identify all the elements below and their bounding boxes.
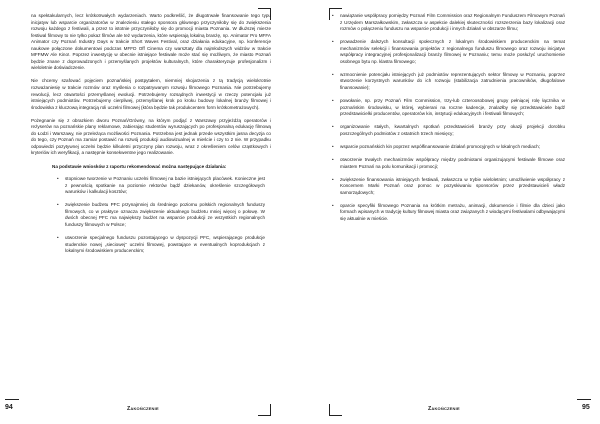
list-item: • organizowanie stałych, kwartalnych spotkań przedstawicieli branży przy okazji projekcji dorobku poszczególnych podmiotów z ostatnich trzech miesięcy; — [327, 124, 565, 137]
list-item: • wsparcie poznańskich kin poprzez współfinansowanie działań promocyjnych w lokalnych mediach; — [327, 144, 565, 151]
paragraph: Nie chcemy szafować pojęciem poznańskiej postpytałem, niemniej skojarzenia z tą tradycją wielokrotnie rozważaniesię w trakcie rozmów oraz myślenia o rozpatrywanym rozwoju filmowego Poznania. Nie potrzebujemy rewolucji, lecz otwartości przemyślanej ewolucji. Potrzebujemy rozsądnych inwestycji w rzeczy potencjału już istniejących podmiotów. Potrzebujemy cierpliwej, przemyślanej krok po kroku budowy lokalnej branży filmowej i środowiska z kluczową integracją roli uczelni filmowej (która będzie tak produkcentem form krótkometrażowych). — [31, 78, 271, 110]
list-item: • oparcie specyfiki filmowego Poznania na krótkim metrażu, animacji, dokumencie i filmie dla dzieci jako formach wpisanych w tradycję kultury filmowej miasta oraz związanych z wiodącymi festiwalami odbywającymi się aktualnie w mieście. — [327, 203, 565, 223]
paragraph: na spektakularnych, lecz krótkotrwałych wydarzeniach. Warto podkreślić, że długotrwałe finansowanie tego typu inicjatyw lub wsparcie organizatorów w znalezieniu stałego sponsora głównego przyczyniłoby się do zwiększenia rozwoju każdego z festiwali, a przez to istotnie przyczyniłoby się do promocji miasta Poznania. W dłuższej mierze festiwal filmowy to nie tylko pokaz filmów ale też wydarzenia, które wspierają lokalną branżę, np. Animator Pro MFFA Animator czy Poznań Industry Days w trakcie Short Waves Festival, oraz działania edukacyjne, np. konferencje naukowe połączone dokumentowi podczas MFFD Off Cinema czy warsztaty dla najmłodszych widzów w trakcie MFFMW Ale Kino!. Poprzez inwestycję w obecnie istniejące festiwale może stać się możliwym, że miasto Poznań będzie znane z doprowadzonych i przemyślanych projektów kulturalnych, które charakteryzuje profesjonalizm i wieloletnie doświadczenie. — [31, 13, 271, 71]
footer-rule — [5, 399, 19, 400]
right-text-column — [327, 13, 567, 229]
recommendations-list-continued — [327, 13, 567, 223]
footer-rule — [577, 399, 591, 400]
footer-chapter-title: Zakończenie — [127, 406, 159, 412]
list-item: • powołanie, np. przy Poznań Film Commission, trzy-lub czteroosobowej grupy pełniącej rolę łącznika w poznańskim środowisku, w której, wybierani na roczne kadencje, znalazłby się przedstawiciele bądź przedstawicielki producentów, operatorów kin, instytucji edukacyjnych i festiwali filmowych; — [327, 98, 565, 118]
list-item: • wzmocnienie potencjału istniejących już podmiotów reprezentujących sektor filmowy w Poznaniu, poprzez stworzenie korzystnych warunków do ich rozwoju (stabilizacja zatrudnienia pracowników, długofalowe finansowanie); — [327, 72, 565, 92]
footer-chapter-title: Zakończenie — [428, 406, 460, 412]
left-text-column — [31, 13, 271, 261]
list-item: • zwiększenie budżetu PFC przynajmniej do średniego poziomu polskich regionalnych funduszy filmowych, co w praktyce oznacza zwiększenie aktualnego budżetu mniej więcej o połowę. W dwóch obecnej PFC ma największy budżet na wsparcie produkcji ze wszystkich regionalnych funduszy filmowych w Polsce; — [52, 202, 265, 228]
list-item: • zwiększenie finansowania istniejących festiwali, zwłaszcza w trybie wieloletnim; umożliwienie współpracy z Koncernem Marki Poznań oraz pomoc w pozyskiwaniu sponsorów przez przedstawicieli władz samorządowych; — [327, 177, 565, 197]
paragraph: Pożegnanie się z obrazkiem dworu Poznań/Grówny, na którym podjąć z Warszawy przyjeżdżą operatorów i reżyserów na poznańskie plany reklamowe, zabierając studentów wyruszających po profesjonalną edukację filmową do Łodzi i Warszawy, nie przeleżąca możliwości Poznania. Potrzebna jest jednak przede wszystkim jasna decyzja co do tego, czy Poznań ma zamiar postawić na rozwój produkcji audiowizualnej w mieście i czy to 2 nie. W przypadku odpowiedzi pozytywnej uczelni będzie kilkuletni przyczyny plan rozwoju, wraz z określeniem celów cząstkowych i kryteriów ich weryfikacji, a następnie konsekwentne jego realizowanie. — [31, 117, 271, 156]
list-item: • stopniowe tworzenie w Poznaniu uczelni filmowej na bazie istniejących placówek. Konieczne jest z pewnością spotkanie na poziomie rektorów bądź dziekanów, określenie szczegółowych warunków i kalkulacji kosztów; — [52, 176, 265, 196]
recommendations-heading: Na podstawie wniosków z raportu rekomendować można następujące działania: — [52, 163, 227, 169]
recommendations-list — [31, 176, 271, 255]
list-item: • prowadzenie dalszych konsultacji społecznych z lokalnym środowiskiem producenckim na temat mechanizmów selekcji i finansowania projektów z regionalnego funduszu filmowego oraz rozwoju inicjatyw współpracy integracyjnej profesjonalizacji branży filmowej w Poznaniu; temu może posłużyć uruchomienie osobnego bytu np. klastra filmowego; — [327, 39, 565, 65]
list-item: • nawiązanie współpracy pomiędzy Poznań Film Commission oraz Regionalnym Funduszem Filmowym Poznań z Urzędem Marszałkowskim, zwłaszcza w aspekcie dalekiej skuteczności rozszerzenia bazy lokalizacji oraz rozmów o połączeniu funduszu na wsparcie produkcji i innych działań w obszarze filmu; — [327, 13, 565, 33]
page-number: 95 — [582, 404, 590, 411]
list-item: • otworzenie trwałych mechanizmów współpracy między podmiotami organizującymi festiwale filmowe oraz miastem Poznań na polu komunikacji i promocji; — [327, 157, 565, 170]
right-page — [300, 0, 600, 424]
page-number: 94 — [5, 404, 13, 411]
list-item: • utworzenie specjalnego funduszu pozostającego w dyspozycji PFC, wspierającego produkcje studenckie nowej „sieciowej” uczelni filmowej, powstające w eventualnych koprodukcjach z lokalnymi środowiskiem producenckim; — [52, 235, 265, 255]
